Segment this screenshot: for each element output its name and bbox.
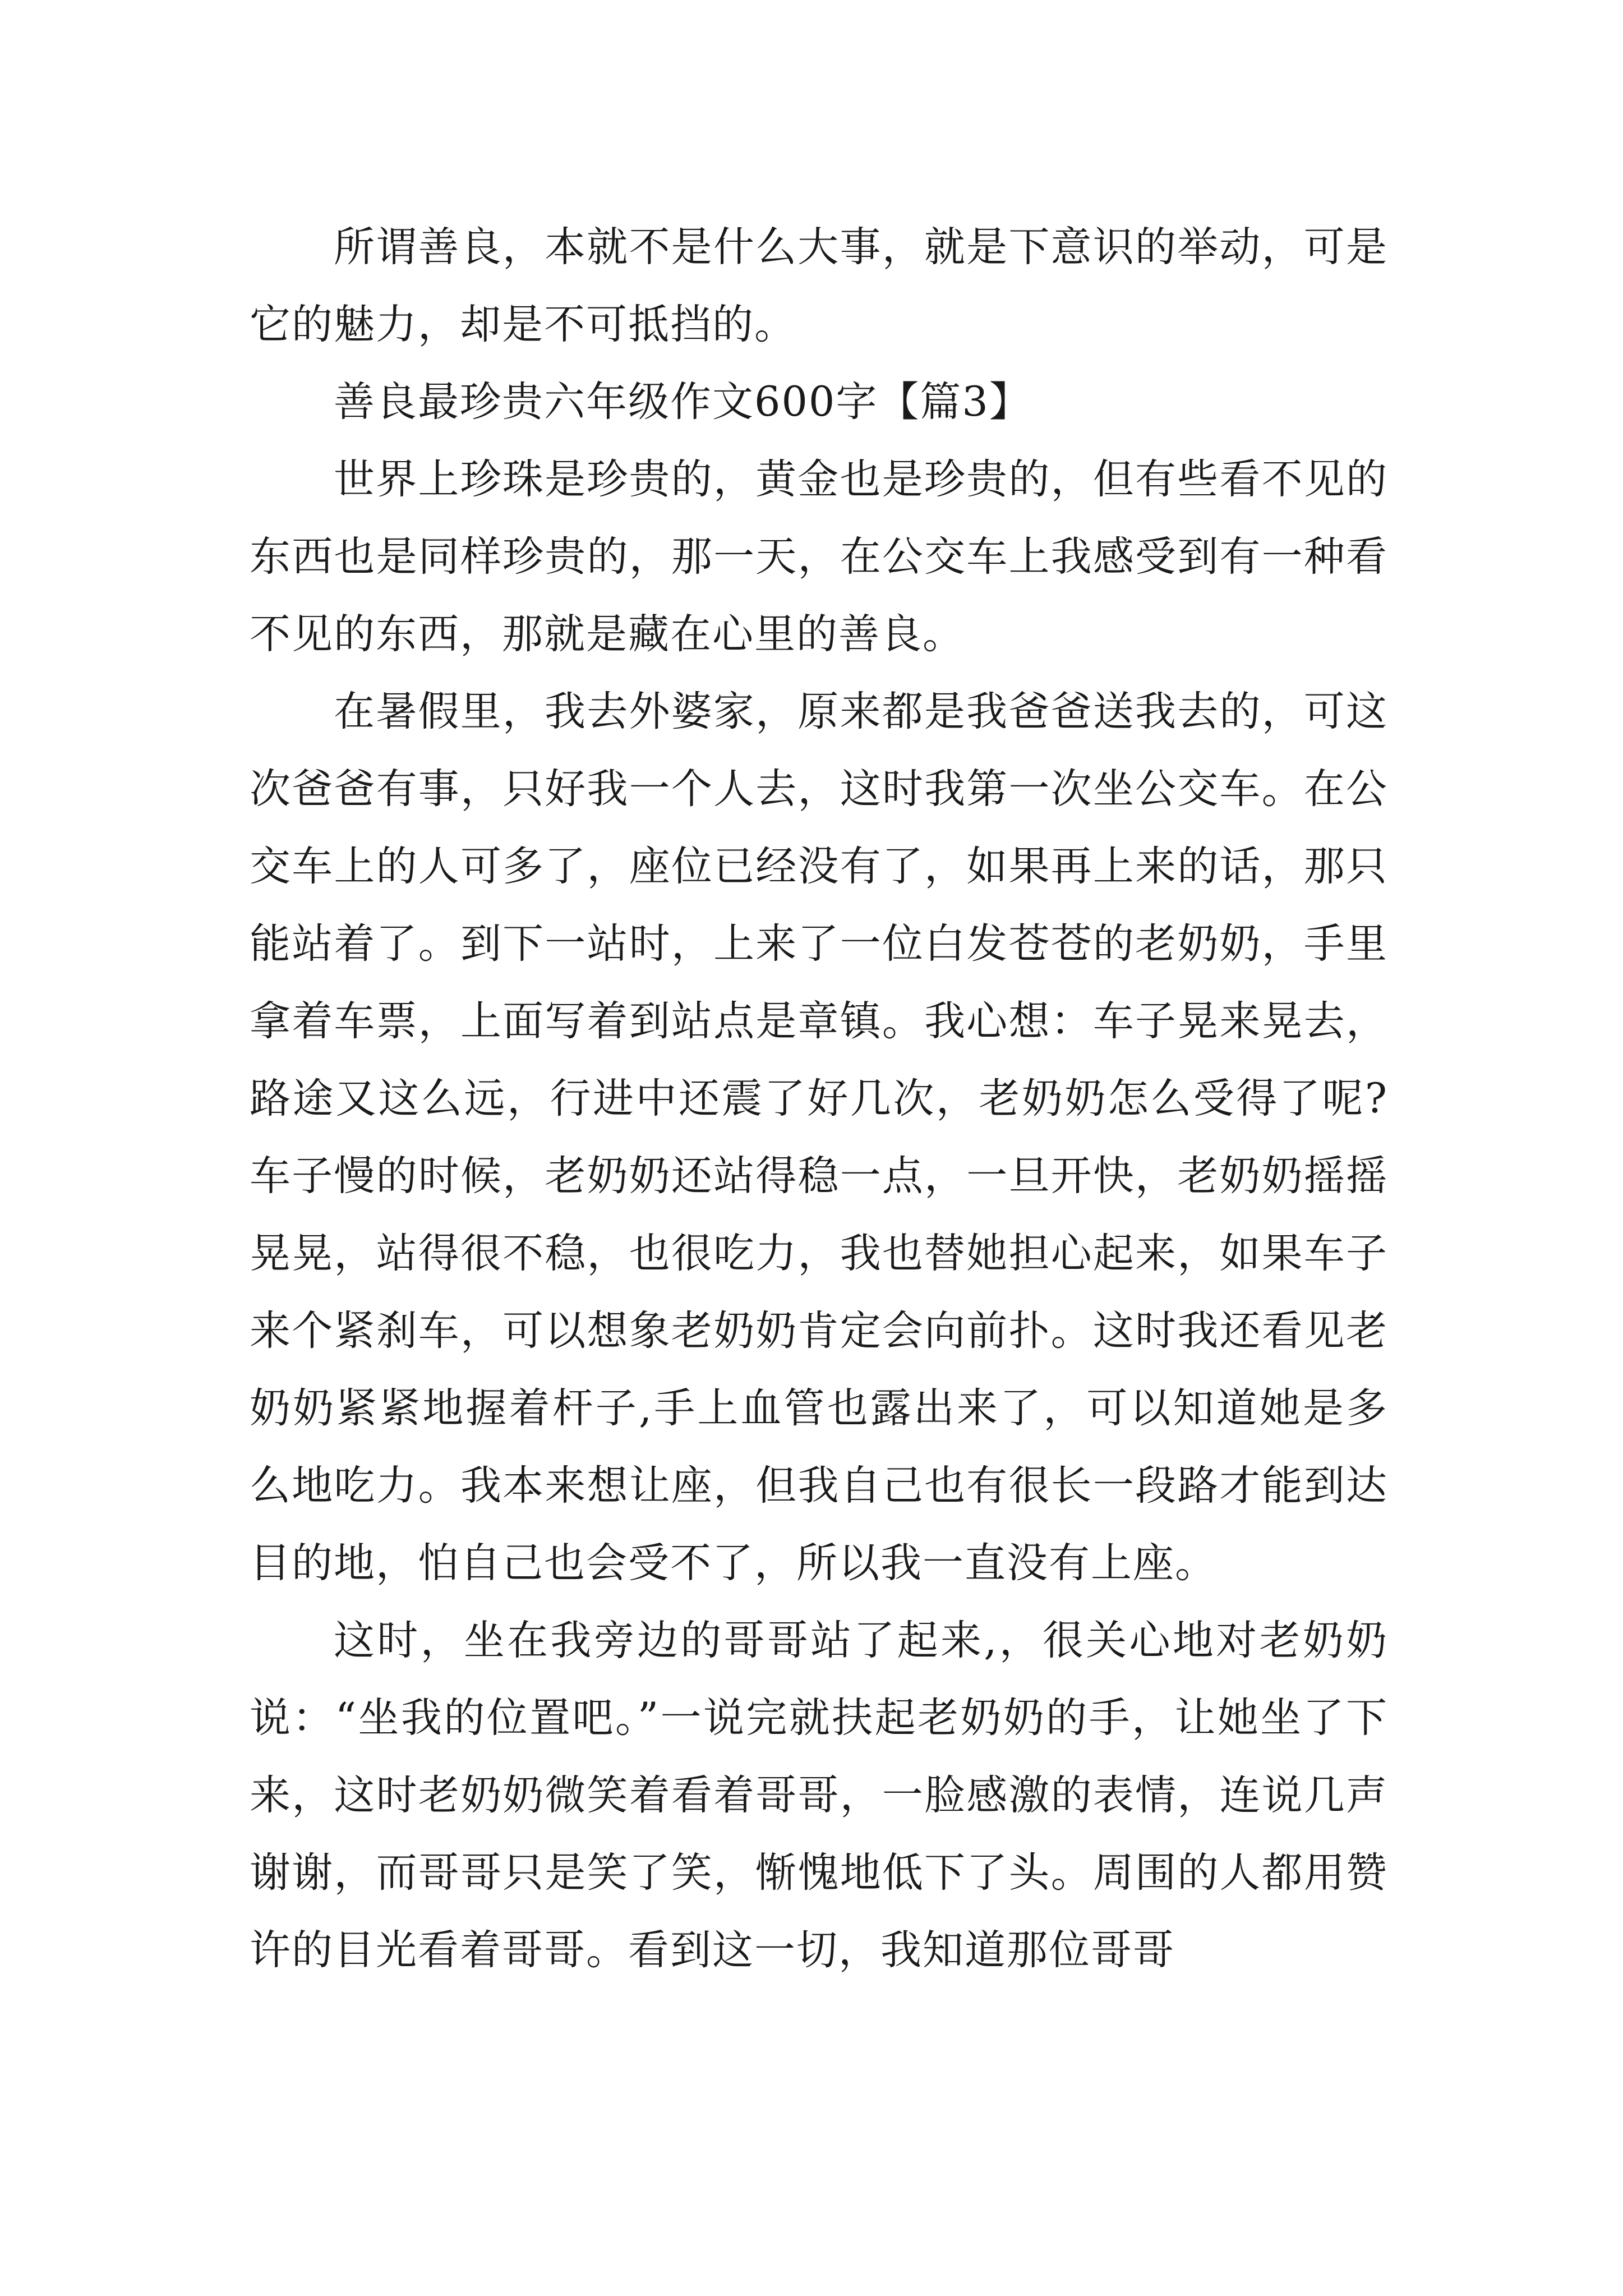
paragraph-brother: 这时，坐在我旁边的哥哥站了起来,，很关心地对老奶奶说：“坐我的位置吧。”一说完就扶起老奶奶的手，让她坐了下来，这时老奶奶微笑着看着哥哥，一脸感激的表情，连说几声谢谢，而哥哥只是笑了笑，惭愧地低下了头。周围的人都用赞许的目光看着哥哥。看到这一切，我知道那位哥哥 [250, 1617, 1388, 1974]
section-heading: 善良最珍贵六年级作文600字【篇3】 [334, 378, 1031, 426]
paragraph-closing-remark: 所谓善良，本就不是什么大事，就是下意识的举动，可是它的魅力，却是不可抵挡的。 [250, 223, 1388, 348]
paragraph-bus-story: 在暑假里，我去外婆家，原来都是我爸爸送我去的，可这次爸爸有事，只好我一个人去，这时我第一次坐公交车。在公交车上的人可多了，座位已经没有了，如果再上来的话，那只能站着了。到下一站时，上来了一位白发苍苍的老奶奶，手里拿着车票，上面写着到站点是章镇。我心想：车子晃来晃去，路途又这么远，行进中还震了好几次，老奶奶怎么受得了呢?车子慢的时候，老奶奶还站得稳一点，一旦开快，老奶奶摇摇晃晃，站得很不稳，也很吃力，我也替她担心起来，如果车子来个紧刹车，可以想象老奶奶肯定会向前扑。这时我还看见老奶奶紧紧地握着杆子,手上血管也露出来了，可以知道她是多么地吃力。我本来想让座，但我自己也有很长一段路才能到达目的地，怕自己也会受不了，所以我一直没有上座。 [250, 688, 1388, 1587]
paragraph-intro: 世界上珍珠是珍贵的，黄金也是珍贵的，但有些看不见的东西也是同样珍贵的，那一天，在公交车上我感受到有一种看不见的东西，那就是藏在心里的善良。 [250, 455, 1388, 658]
document-body [250, 209, 1388, 1989]
